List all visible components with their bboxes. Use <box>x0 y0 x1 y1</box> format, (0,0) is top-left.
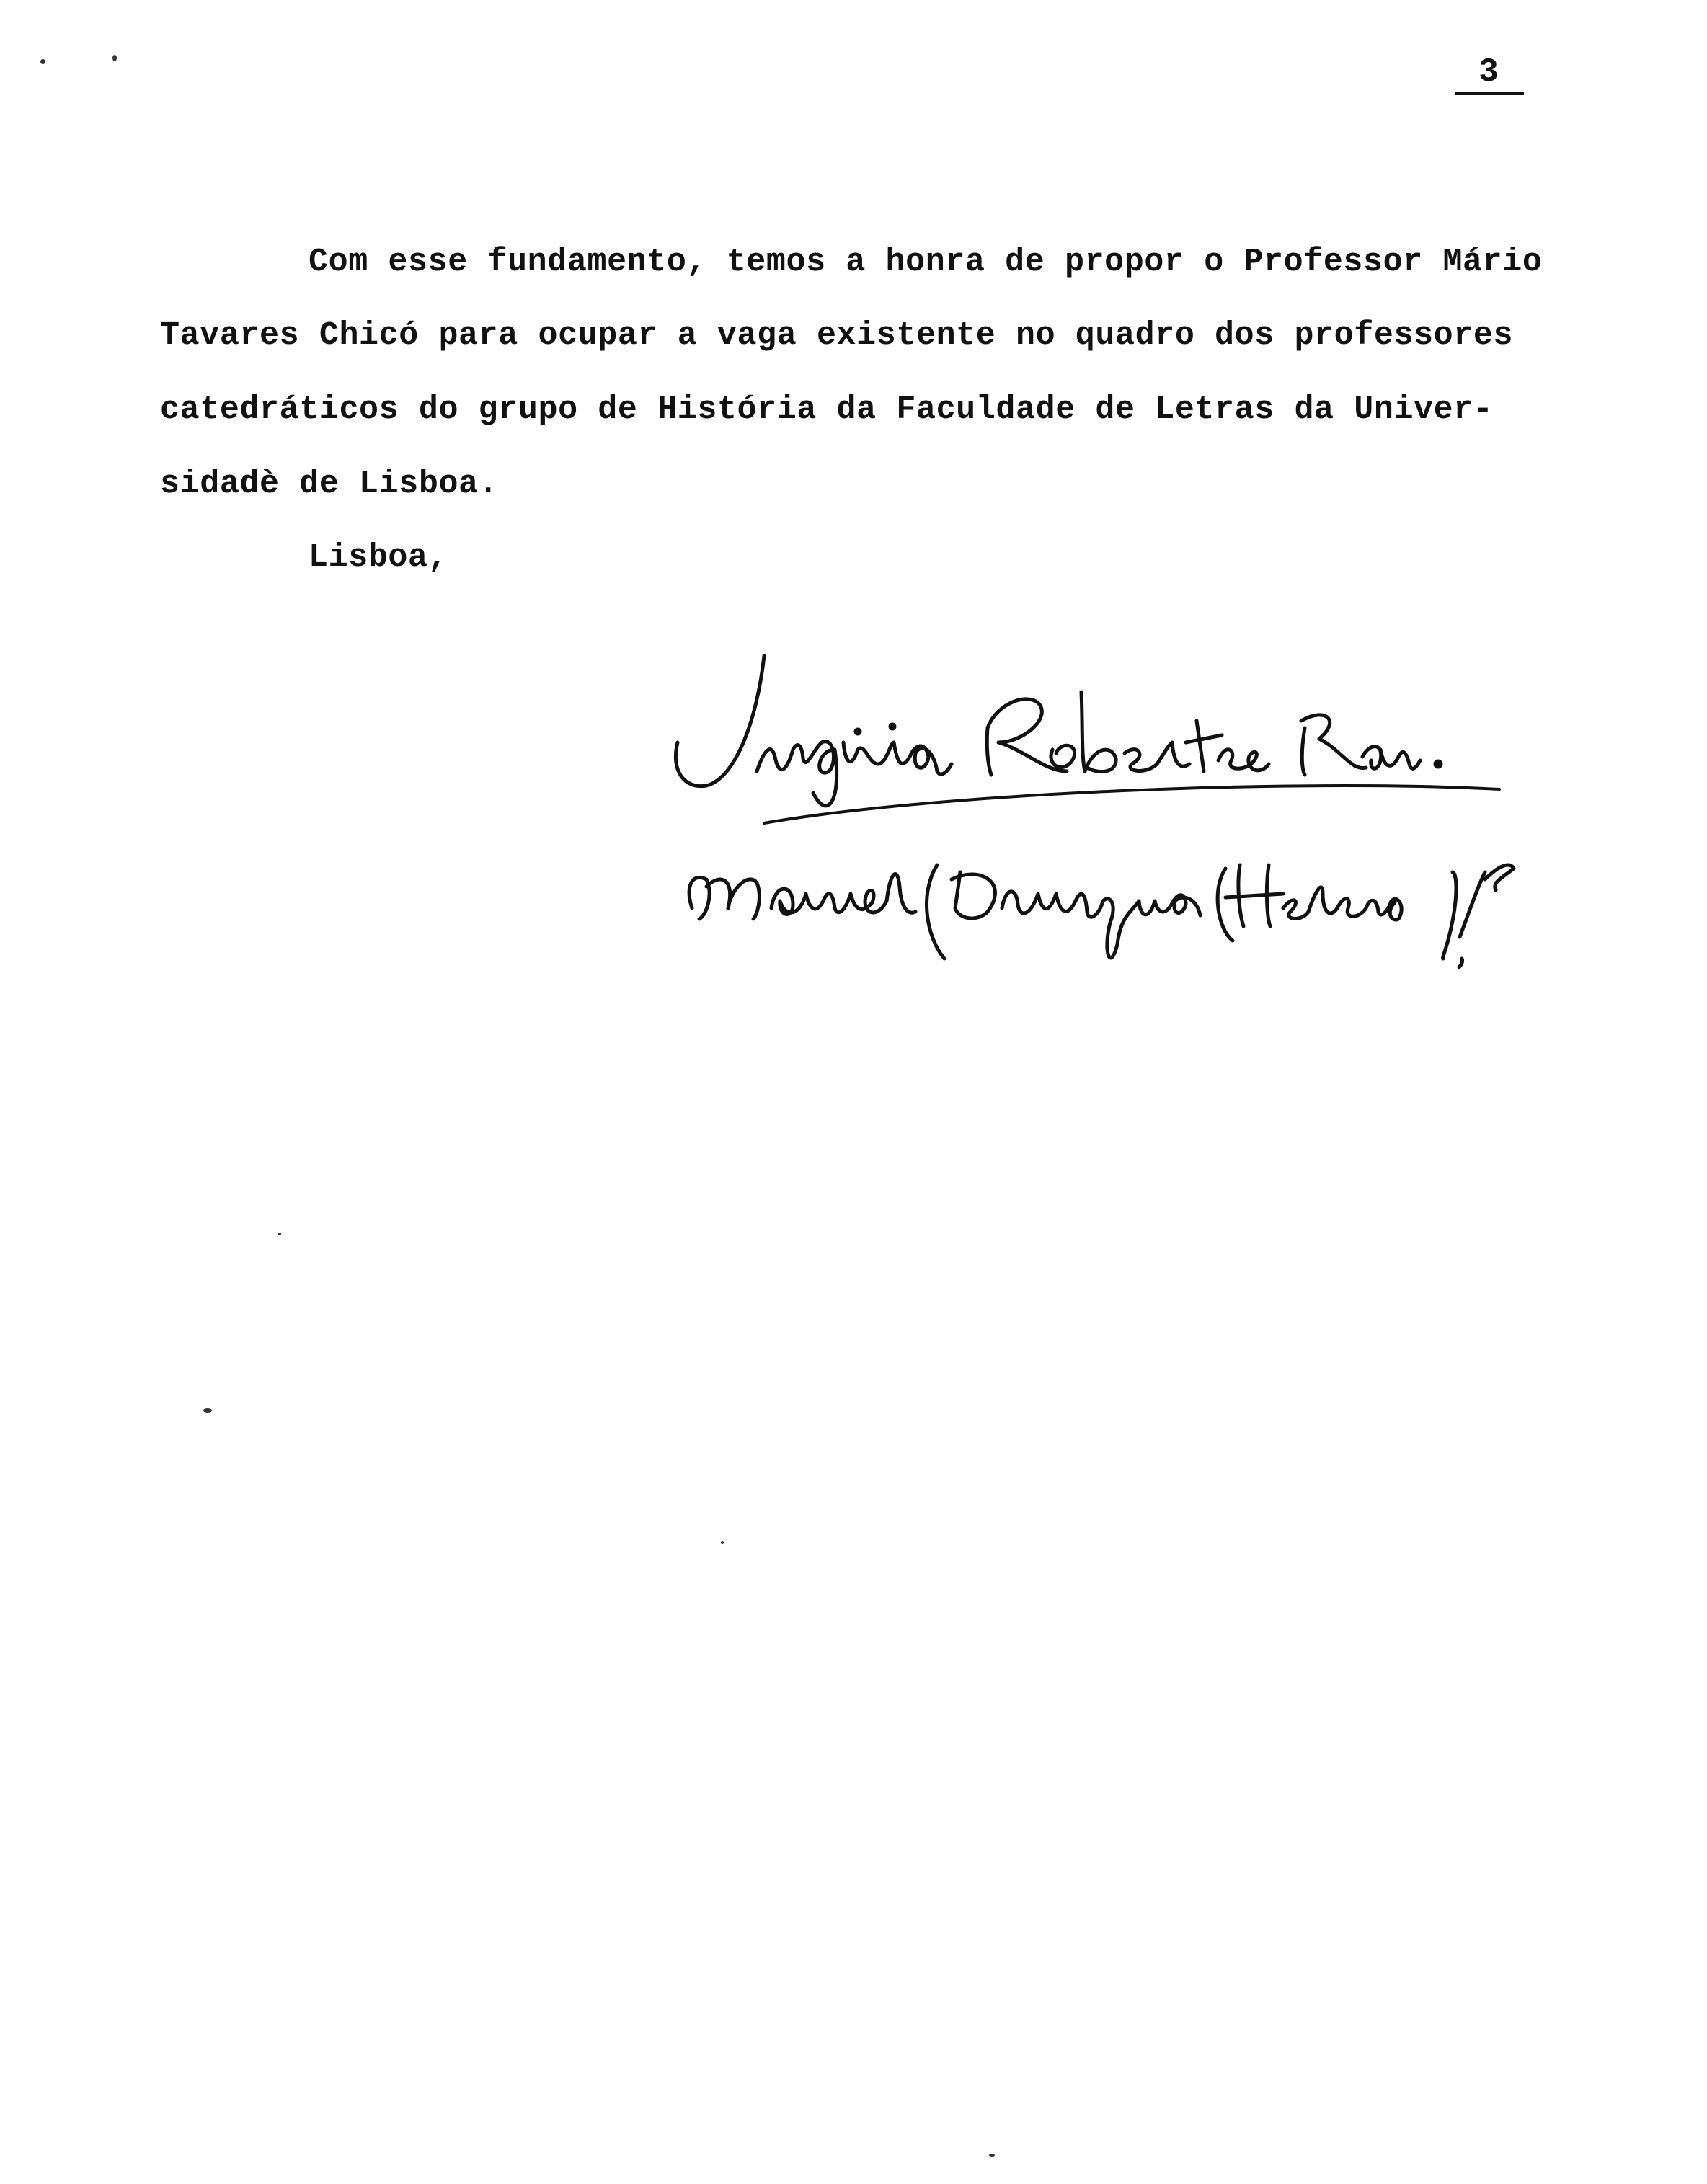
scan-speck <box>40 59 45 64</box>
place-line: Lisboa, <box>309 539 448 576</box>
signature-manuel-heleno <box>689 865 1514 967</box>
paragraph-line: sidadè de Lisboa. <box>160 466 499 502</box>
scan-speck <box>112 55 117 61</box>
scan-speck <box>721 1541 724 1544</box>
signatures-block <box>649 634 1658 1038</box>
page-number-underline <box>1455 92 1524 95</box>
paragraph-line: Tavares Chicó para ocupar a vaga existente no quadro dos professores <box>160 317 1514 354</box>
scan-speck <box>989 2154 995 2157</box>
paragraph-line: catedráticos do grupo de História da Faculdade de Letras da Univer- <box>160 391 1494 428</box>
signature-virginia-rau <box>675 656 1499 823</box>
page-number: 3 <box>1478 53 1499 91</box>
scan-speck <box>278 1233 281 1235</box>
paragraph-line: Com esse fundamento, temos a honra de propor o Professor Mário <box>309 244 1543 280</box>
scan-speck <box>203 1408 212 1413</box>
